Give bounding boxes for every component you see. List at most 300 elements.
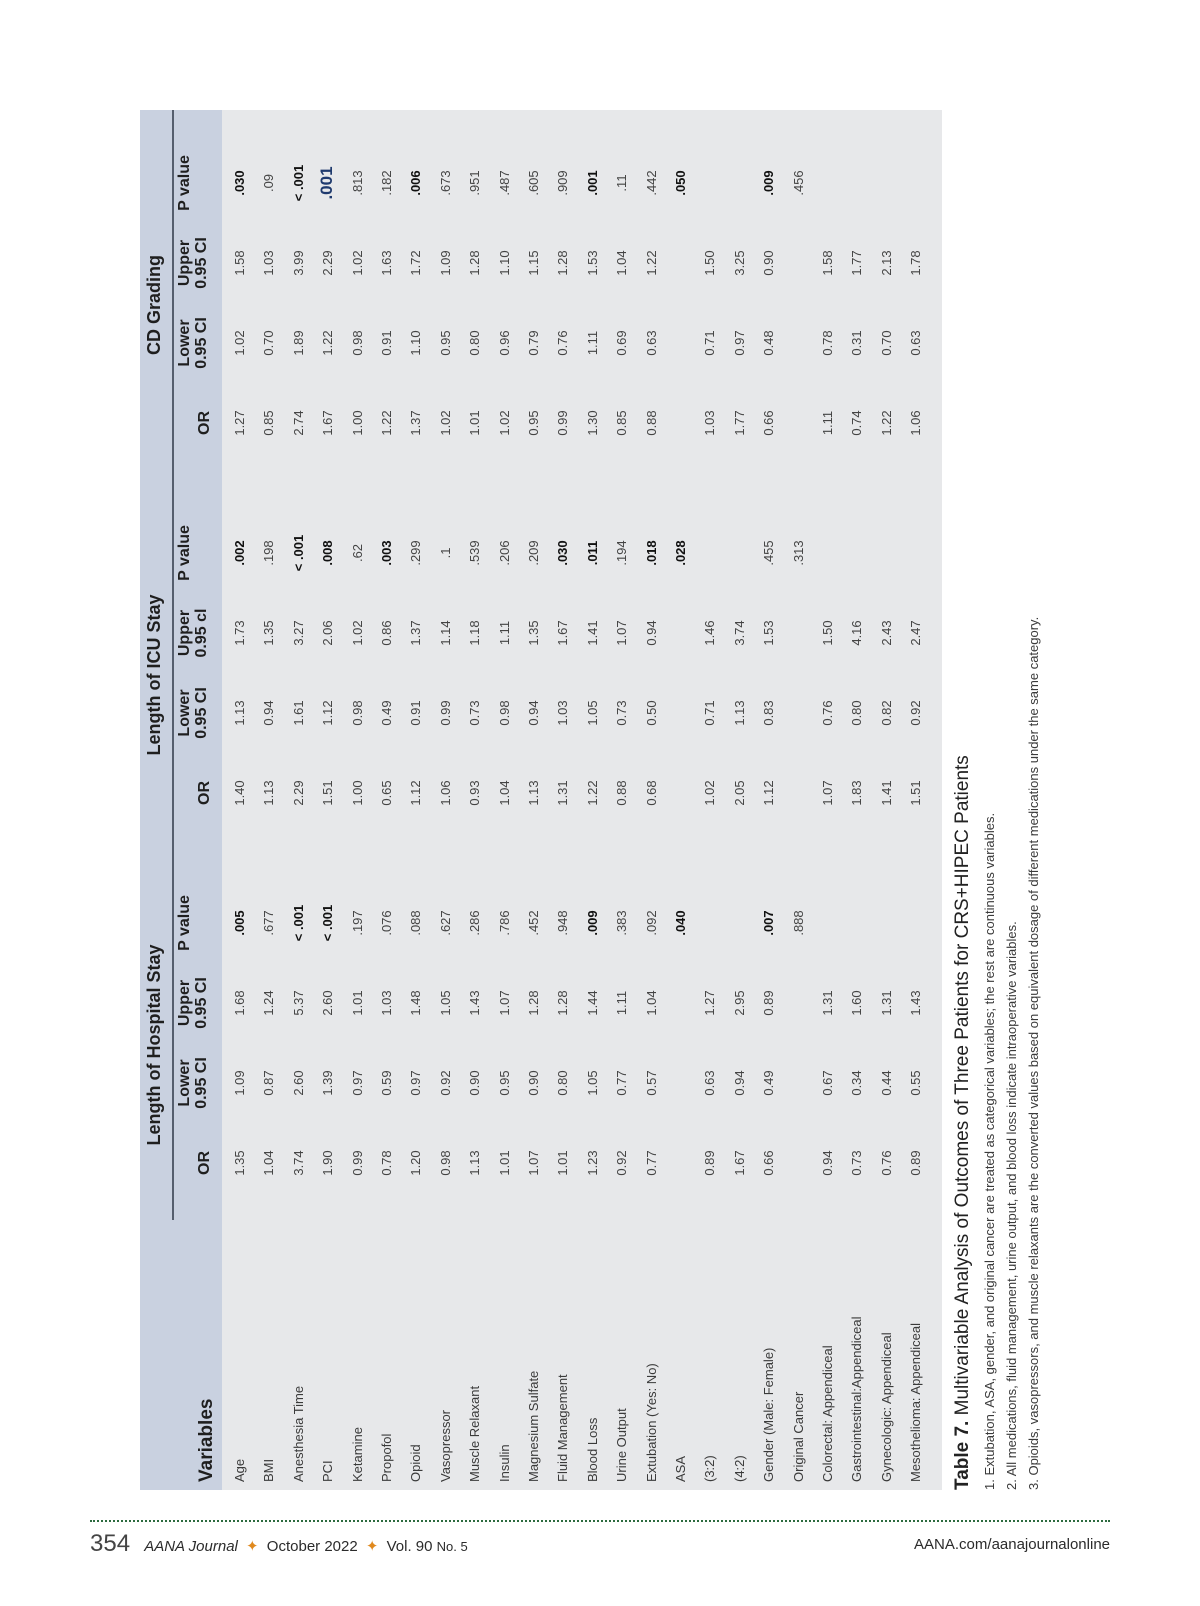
table-cell: 1.51 [908,780,924,806]
table-cell: .206 [496,540,512,566]
table-cell: 0.91 [379,330,394,356]
table-cell: 1.13 [526,780,541,806]
table-cell: 1.12 [761,780,777,806]
table-row [226,110,255,1490]
table-cell: 1.44 [584,990,600,1016]
table-cell: 1.73 [232,620,247,646]
table-cell: .088 [408,910,424,936]
table-cell: 0.76 [878,1150,894,1176]
row-variable-label: Fluid Management [555,1374,571,1482]
table-cell: .011 [584,540,600,566]
table-cell: 0.99 [349,1150,365,1176]
table-row [843,110,872,1490]
journal-name: AANA Journal [144,1538,238,1555]
table-cell: 1.02 [349,620,365,646]
table-cell: 0.97 [349,1070,365,1096]
table-cell: 0.95 [437,330,453,356]
table-row [755,110,784,1490]
table-cell: 1.68 [232,990,247,1016]
table-cell: .677 [261,910,277,936]
table-cell: 1.30 [584,410,600,436]
table-cell: 0.98 [349,700,365,726]
table-cell: .194 [614,540,630,566]
table-row [255,110,284,1490]
table-cell: 1.22 [379,410,394,436]
table-cell: 0.63 [702,1070,718,1096]
table-cell: 0.49 [379,700,394,726]
table-cell: .002 [232,540,247,566]
table-cell: 1.01 [467,410,483,436]
table-row [491,110,520,1490]
table-cell: .299 [408,540,424,566]
caption-title: Multivariable Analysis of Outcomes of Three Patients for CRS+HIPEC Patients [952,755,973,1416]
table-cell: 0.31 [849,330,865,356]
table-cell: 1.18 [467,620,483,646]
table-cell: 1.07 [496,990,512,1016]
rotated-table-page [140,90,1040,1490]
table-cell: .09 [261,173,277,193]
column-header: OR [196,781,213,805]
table-cell: 0.73 [849,1150,865,1176]
table-cell: 1.22 [320,330,336,356]
table-cell: 2.13 [878,250,894,276]
table-cell: 0.90 [467,1070,483,1096]
table-cell: 0.83 [761,700,777,726]
table-cell: 1.31 [878,990,894,1016]
table-cell: 1.10 [408,330,424,356]
table-cell: 0.91 [408,700,424,726]
table-cell: 1.27 [702,990,718,1016]
table-cell: .007 [761,910,777,936]
table-cell: 1.67 [320,410,336,436]
table-row [549,110,578,1490]
table-cell: 1.61 [290,700,306,726]
column-header: OR [196,1151,213,1175]
table-row [667,110,696,1490]
table-cell: .948 [555,910,571,936]
table-cell: 1.06 [437,780,453,806]
table-cell: 1.00 [349,780,365,806]
table-cell: 1.83 [849,780,865,806]
table-cell: 1.40 [232,780,247,806]
table-cell: 0.90 [526,1070,541,1096]
table-cell: 1.11 [614,990,630,1016]
table-cell: 1.72 [408,250,424,276]
row-variable-label: Gastrointestinal:Appendiceal [849,1316,865,1482]
table-cell: 0.82 [878,700,894,726]
table-row [726,110,755,1490]
table-cell: 1.35 [526,620,541,646]
table-cell: 1.04 [496,780,512,806]
table-cell: 1.07 [526,1150,541,1176]
table-cell: 0.86 [379,620,394,646]
table-cell: 1.22 [643,250,659,276]
group-header: Length of ICU Stay [144,594,164,756]
table-cell: 1.09 [437,250,453,276]
table-cell: .813 [349,170,365,196]
table-cell: 0.85 [261,410,277,436]
table-cell: 0.73 [467,700,483,726]
table-cell: 2.29 [290,780,306,806]
table-cell: 0.99 [437,700,453,726]
row-variable-label: Opioid [408,1444,424,1482]
table-cell: 0.67 [820,1070,835,1096]
table-row [902,110,931,1490]
table-cell: 2.60 [320,990,336,1016]
table-cell: .001 [317,166,337,200]
table-row [285,110,314,1490]
table-cell: 0.76 [820,700,835,726]
table-row [402,110,431,1490]
table-cell: .003 [379,540,394,566]
row-variable-label: Colorectal: Appendiceal [820,1345,835,1482]
table-cell: 1.35 [232,1150,247,1176]
row-variable-label: Urine Output [614,1408,630,1482]
table-cell: 0.76 [555,330,571,356]
table-row [373,110,402,1490]
table-cell: 2.43 [878,620,894,646]
table-cell: 1.07 [820,780,835,806]
table-cell: 1.23 [584,1150,600,1176]
table-cell: 0.57 [643,1070,659,1096]
table-cell: 0.94 [820,1150,835,1176]
table-cell: 0.65 [379,780,394,806]
group-header: CD Grading [144,255,164,356]
table-cell: 1.22 [878,410,894,436]
table-cell: .539 [467,540,483,566]
table-cell: .009 [761,170,777,196]
row-variable-label: ASA [673,1455,688,1482]
table-cell: 0.89 [761,990,777,1016]
table-cell: 2.05 [731,780,747,806]
table-cell: 1.77 [849,250,865,276]
table-cell: .11 [614,174,630,192]
table-cell: 1.31 [820,990,835,1016]
table-cell: 1.02 [437,410,453,436]
table-cell: .62 [349,543,365,563]
table-cell: 0.79 [526,330,541,356]
table-cell: 1.15 [526,250,541,276]
row-variable-label: Blood Loss [584,1417,600,1482]
table-note-2: 2. All medications, fluid management, urine output, and blood loss indicate intraoperative variables. [1004,921,1019,1490]
table-cell: 0.63 [908,330,924,356]
table-cell: .198 [261,540,277,566]
table-cell: 1.24 [261,990,277,1016]
table-cell: 1.41 [878,780,894,806]
table-cell: 2.60 [290,1070,306,1096]
table-cell: 0.49 [761,1070,777,1096]
table-cell: .286 [467,910,483,936]
table-cell: 1.13 [731,700,747,726]
table-cell: 0.95 [496,1070,512,1096]
table-cell: .005 [232,910,247,936]
row-variable-label: Extubation (Yes: No) [643,1363,659,1482]
table-cell: .040 [673,910,688,936]
table-row [638,110,667,1490]
table-cell: 1.07 [614,620,630,646]
table-row [314,110,343,1490]
table-cell: 1.10 [496,250,512,276]
footer-citation [90,1530,468,1558]
column-header: Lower 0.95 CI [176,687,210,739]
table-cell: 1.43 [908,990,924,1016]
column-header: P value [176,895,193,951]
table-cell: .786 [496,910,512,936]
column-header: Upper 0.95 CI [176,977,210,1029]
table-cell: 1.28 [526,990,541,1016]
table-cell: .182 [379,170,394,196]
table-note-3: 3. Opioids, vasopressors, and muscle relaxants are the converted values based on equivalent dosage of different medications under the same category. [1026,616,1041,1490]
table-cell: 0.78 [820,330,835,356]
table-cell: .028 [673,540,688,566]
footer-divider [90,1520,1110,1522]
row-variable-label: Anesthesia Time [290,1385,306,1482]
table-cell: .009 [584,910,600,936]
table-cell: 0.77 [643,1150,659,1176]
diamond-icon: ✦ [246,1538,259,1555]
table-cell: 1.39 [320,1070,336,1096]
row-variable-label: Magnesium Sulfate [526,1370,541,1482]
table-cell: 0.34 [849,1070,865,1096]
table-cell: 0.87 [261,1070,277,1096]
table-cell: 0.48 [761,330,777,356]
table-cell: 1.67 [731,1150,747,1176]
table-cell: .008 [320,540,336,566]
table-cell: 1.13 [261,780,277,806]
table-cell: 1.31 [555,780,571,806]
diamond-icon: ✦ [365,1538,379,1555]
table-cell: < .001 [290,904,306,942]
table-cell: 2.06 [320,620,336,646]
table-cell: .092 [643,910,659,936]
table-cell: 1.63 [379,250,394,276]
table-cell: 2.95 [731,990,747,1016]
table-cell: .030 [232,170,247,196]
issue-number: No. 5 [436,1539,468,1554]
table-cell: 1.03 [261,250,277,276]
table-cell: 1.50 [702,250,718,276]
table-cell: 1.12 [320,700,336,726]
table-cell: .313 [790,540,806,566]
table-cell: 1.13 [232,700,247,726]
table-cell: 1.43 [467,990,483,1016]
column-header: Upper 0.95 CI [176,237,210,289]
table-cell: 4.16 [849,620,865,646]
caption-label: Table 7. [952,1420,973,1490]
table-cell: 0.80 [555,1070,571,1096]
volume: Vol. 90 [386,1538,433,1555]
table-cell: 0.97 [731,330,747,356]
row-variable-label: Muscle Relaxant [467,1385,483,1482]
table-cell: 3.99 [290,250,306,276]
table-row [344,110,373,1490]
table-cell: 0.89 [908,1150,924,1176]
row-variable-label: Original Cancer [790,1391,806,1482]
table-cell: .487 [496,170,512,196]
table-row [696,110,725,1490]
table-cell: 0.98 [349,330,365,356]
table-cell: .673 [437,170,453,196]
table-cell: .452 [526,910,541,936]
table-cell: 1.02 [702,780,718,806]
table-cell: 0.94 [261,700,277,726]
table-cell: 1.41 [584,620,600,646]
table-cell: 0.88 [643,410,659,436]
table-cell: 3.25 [731,250,747,276]
table-cell: 1.89 [290,330,306,356]
table-cell: 0.97 [408,1070,424,1096]
table-cell: < .001 [290,164,306,202]
table-cell: 0.50 [643,700,659,726]
row-variable-label: Vasopressor [437,1409,453,1482]
row-variable-label: Propofol [379,1433,394,1482]
table-row [461,110,490,1490]
table-cell: .076 [379,910,394,936]
table-cell: 3.27 [290,620,306,646]
table-cell: .456 [790,170,806,196]
table-cell: 0.98 [437,1150,453,1176]
table-cell: 1.53 [761,620,777,646]
table-cell: 1.12 [408,780,424,806]
table-cell: 1.20 [408,1150,424,1176]
table-cell: 1.11 [496,620,512,646]
table-cell: .209 [526,540,541,566]
table-caption [952,755,974,1490]
table-cell: 1.67 [555,620,571,646]
table-cell: 0.94 [731,1070,747,1096]
table-cell: 1.13 [467,1150,483,1176]
table-cell: .006 [408,170,424,196]
table-cell: 0.77 [614,1070,630,1096]
table-cell: 0.66 [761,1150,777,1176]
table-cell: .018 [643,540,659,566]
row-variable-label: Gender (Male: Female) [761,1347,777,1482]
column-header: OR [196,411,213,435]
row-variable-label: Ketamine [349,1427,365,1482]
table-cell: 1.02 [232,330,247,356]
table-cell: 1.03 [379,990,394,1016]
table-cell: 0.96 [496,330,512,356]
table-cell: 1.09 [232,1070,247,1096]
column-header: P value [176,525,193,581]
table-cell: 1.04 [643,990,659,1016]
table-cell: 0.55 [908,1070,924,1096]
table-cell: 1.46 [702,620,718,646]
row-variable-label: BMI [261,1458,277,1482]
row-variable-label: PCI [320,1460,336,1482]
column-header: Lower 0.95 CI [176,317,210,369]
table-cell: 0.90 [761,250,777,276]
table-cell: .383 [614,910,630,936]
table-cell: 0.92 [908,700,924,726]
table-cell: 1.11 [584,330,600,356]
row-variable-label: Insulin [496,1444,512,1482]
column-header: P value [176,155,193,211]
table-cell: 1.22 [584,780,600,806]
table-cell: .442 [643,170,659,196]
table-cell: 1.28 [555,250,571,276]
table-cell: 1.77 [731,410,747,436]
table-cell: .050 [673,170,688,196]
table-cell: 1.02 [349,250,365,276]
table-cell: 1.35 [261,620,277,646]
table-cell: 0.98 [496,700,512,726]
group-underline [172,110,174,1220]
table-cell: 1.01 [496,1150,512,1176]
table-cell: 1.28 [555,990,571,1016]
table-cell: .1 [437,547,453,559]
table-cell: 0.70 [261,330,277,356]
table-cell: 2.29 [320,250,336,276]
table-cell: 0.92 [614,1150,630,1176]
table-cell: .197 [349,910,365,936]
table-cell: 1.48 [408,990,424,1016]
table-cell: 0.88 [614,780,630,806]
table-cell: 1.11 [820,410,835,436]
table-cell: 0.68 [643,780,659,806]
table-cell: 1.37 [408,410,424,436]
table-cell: 1.14 [437,620,453,646]
table-cell: 0.94 [643,620,659,646]
table-cell: 0.73 [614,700,630,726]
table-cell: 1.01 [555,1150,571,1176]
table-cell: 0.69 [614,330,630,356]
table-cell: .605 [526,170,541,196]
table-cell: 1.06 [908,410,924,436]
table-cell: 1.03 [702,410,718,436]
table-cell: 1.28 [467,250,483,276]
table-row [873,110,902,1490]
table-cell: 1.04 [261,1150,277,1176]
table-cell: 0.74 [849,410,865,436]
table-cell: < .001 [290,534,306,572]
table-cell: 3.74 [731,620,747,646]
table-cell: 0.78 [379,1150,394,1176]
table-note-1: 1. Extubation, ASA, gender, and original cancer are treated as categorical variables; the rest are continuous variables. [982,812,997,1490]
journal-url[interactable]: AANA.com/aanajournalonline [914,1536,1110,1553]
table-cell: 1.53 [584,250,600,276]
table-cell: 1.01 [349,990,365,1016]
table-cell: .455 [761,540,777,566]
row-variable-label: (4:2) [731,1455,747,1482]
table-cell: 0.93 [467,780,483,806]
group-header: Length of Hospital Stay [144,944,164,1146]
table-cell: .030 [555,540,571,566]
table-cell: 0.80 [849,700,865,726]
table-cell: 1.05 [584,700,600,726]
table-cell: .951 [467,170,483,196]
table-row [432,110,461,1490]
table-cell: 2.74 [290,410,306,436]
table-cell: .627 [437,910,453,936]
table-cell: 1.02 [496,410,512,436]
table-cell: 1.58 [232,250,247,276]
table-cell: 0.66 [761,410,777,436]
table-cell: 1.03 [555,700,571,726]
table-row [608,110,637,1490]
table-cell: 0.89 [702,1150,718,1176]
column-header: Lower 0.95 CI [176,1057,210,1109]
table-cell: 1.05 [584,1070,600,1096]
table-row [520,110,549,1490]
table-cell: 0.71 [702,700,718,726]
table-cell: .888 [790,910,806,936]
table-cell: 2.47 [908,620,924,646]
table-cell: .001 [584,170,600,196]
table-cell: 1.05 [437,990,453,1016]
page-number: 354 [90,1530,131,1557]
table-cell: 5.37 [290,990,306,1016]
